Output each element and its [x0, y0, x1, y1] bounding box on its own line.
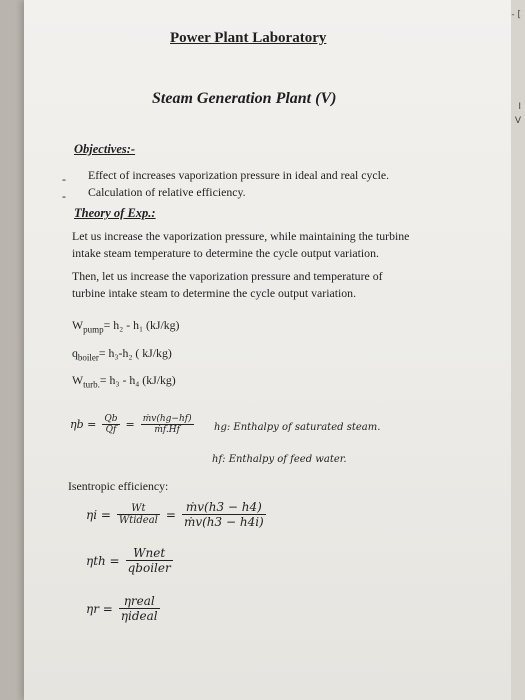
edge-glyph: - [ — [511, 10, 521, 20]
objective-item: Effect of increases vaporization pressure in ideal and real cycle. — [88, 168, 390, 182]
relative-efficiency-equation: ηr = $\frac{\text{ηreal}}{\text{ηideal}}$ — [86, 594, 158, 623]
page-title: Power Plant Laboratory — [170, 30, 327, 46]
isentropic-efficiency-equation: ηi = $\frac{Wt}{\text{Wtideal}}$ = $\frac{\text{ṁv(h3 − h4)}}{\text{ṁv(h3 − h4i)}}$ — [86, 500, 264, 529]
experiment-title: Steam Generation Plant (V) — [152, 90, 337, 107]
document-page — [24, 0, 512, 700]
edge-glyph: I — [518, 102, 521, 112]
formula-pump-work: $W_{pump}= h_2 - h_1$ (kJ/kg) — [72, 318, 180, 335]
note-enthalpy-saturated: hg: Enthalpy of saturated steam. — [214, 422, 381, 433]
theory-line: Let us increase the vaporization pressure, while maintaining the turbine — [72, 229, 410, 243]
theory-line: Then, let us increase the vaporization pressure and temperature of — [72, 269, 383, 283]
bullet-dash: - — [62, 189, 66, 203]
formula-boiler-heat: $q_{boiler}= h_3-h_2$ ( kJ/kg) — [72, 346, 172, 363]
objectives-heading: Objectives:- — [74, 142, 136, 156]
boiler-efficiency-equation: ηb = $\frac{Qb}{Qf}$ = $\frac{\text{ṁv(hg−hf)}}{\text{ṁf.Hf}}$ — [70, 414, 192, 435]
objective-item: Calculation of relative efficiency. — [88, 185, 246, 199]
theory-line: intake steam temperature to determine the cycle output variation. — [72, 246, 379, 260]
note-enthalpy-feed: hf: Enthalpy of feed water. — [212, 454, 347, 465]
theory-line: turbine intake steam to determine the cycle output variation. — [72, 286, 357, 300]
theory-heading: Theory of Exp.: — [74, 206, 156, 220]
thermal-efficiency-equation: ηth = $\frac{\text{Wnet}}{\text{qboiler}}$ — [86, 546, 171, 575]
formula-turbine-work: $W_{turb.}= h_3 - h_4$ (kJ/kg) — [72, 373, 176, 390]
isentropic-label: Isentropic efficiency: — [68, 479, 169, 493]
edge-glyph: V — [514, 116, 521, 126]
background-page-edge — [511, 0, 525, 700]
bullet-dash: - — [62, 172, 66, 186]
